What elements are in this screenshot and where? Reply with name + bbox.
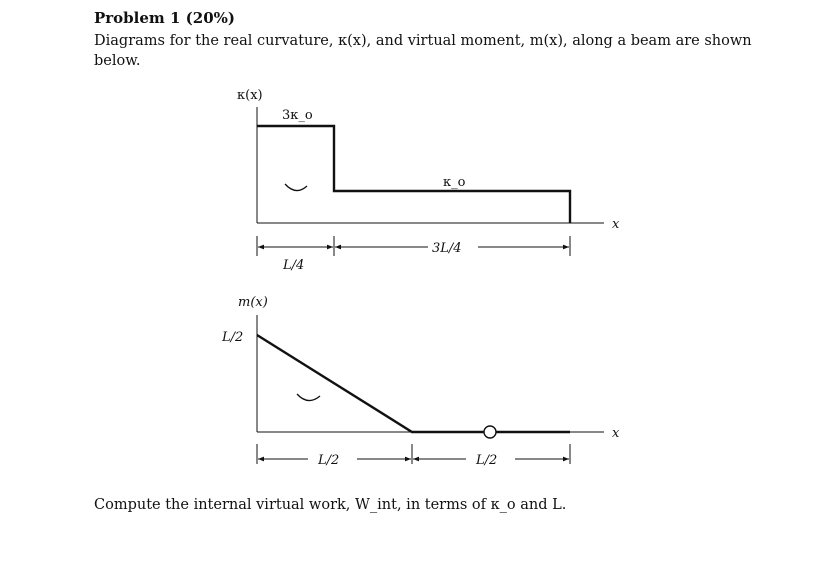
problem-question: Compute the internal virtual work, W_int, in terms of κ_o and L. bbox=[94, 497, 567, 513]
curvature-profile bbox=[257, 126, 570, 223]
curvature-x-label: x bbox=[612, 217, 620, 232]
curvature-axis-label: κ(x) bbox=[237, 88, 263, 103]
moment-x-label: x bbox=[612, 426, 620, 441]
curvature-diagram bbox=[237, 88, 620, 273]
moment-peak-label: L/2 bbox=[222, 330, 244, 345]
dim-label-l2b: L/2 bbox=[476, 453, 498, 468]
dim-label-l2a: L/2 bbox=[318, 453, 340, 468]
moment-profile bbox=[257, 335, 570, 432]
problem-intro: Diagrams for the real curvature, κ(x), and virtual moment, m(x), along a beam are shown below. bbox=[94, 33, 752, 69]
moment-axis-label: m(x) bbox=[238, 295, 268, 310]
curvature-label-ko: κ_o bbox=[443, 175, 466, 190]
curvature-sign-marker bbox=[285, 184, 307, 191]
hinge-icon bbox=[484, 426, 496, 438]
problem-heading: Problem 1 (20%) bbox=[94, 9, 235, 27]
moment-sign-marker bbox=[297, 394, 320, 401]
dim-label-l4: L/4 bbox=[283, 258, 305, 273]
moment-diagram bbox=[221, 295, 620, 468]
curvature-label-3ko: 3κ_o bbox=[282, 108, 313, 123]
dim-label-3l4: 3L/4 bbox=[432, 241, 462, 256]
